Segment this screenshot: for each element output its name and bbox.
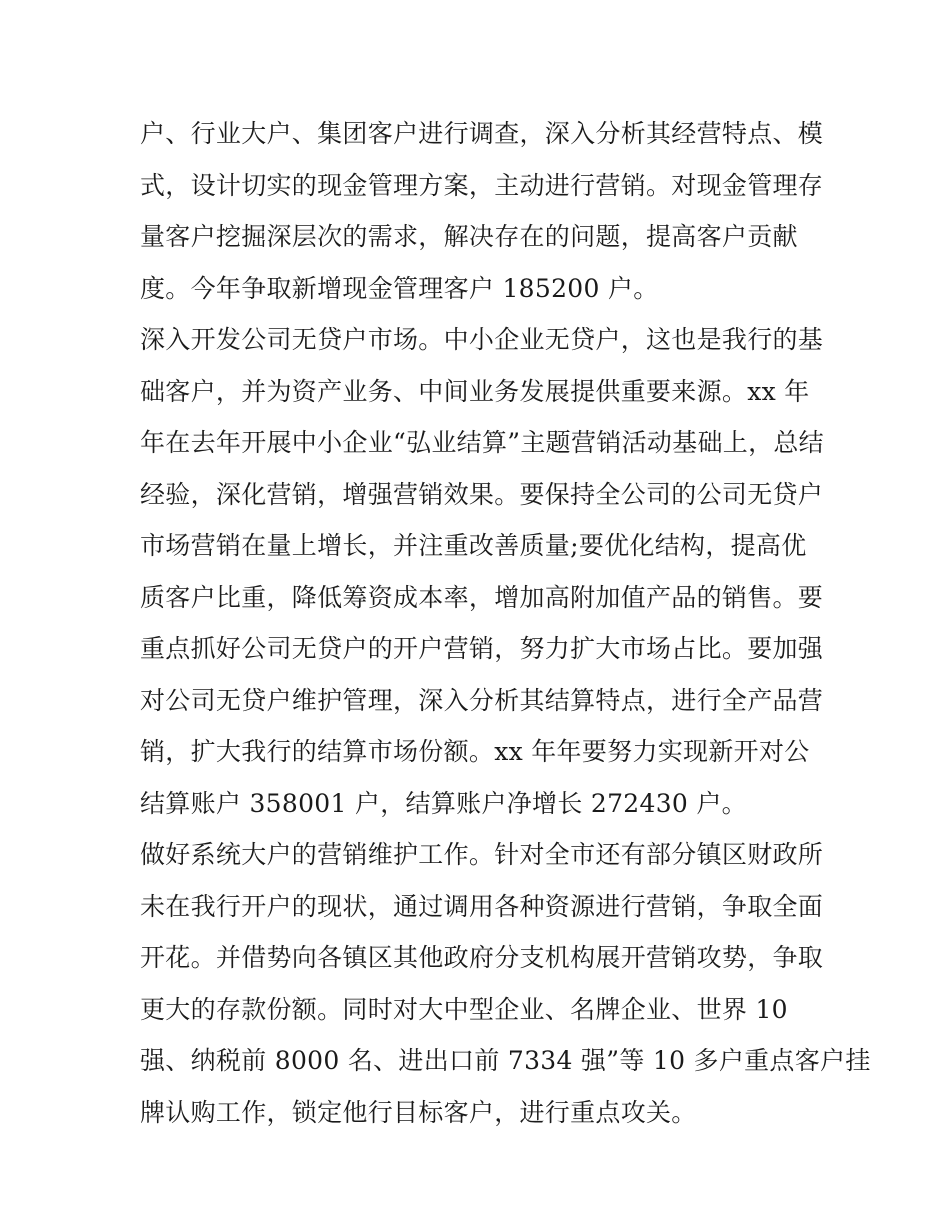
text-line: 户、行业大户、集团客户进行调查，深入分析其经营特点、模: [140, 119, 824, 148]
text-line: 结算账户 358001 户，结算账户净增长 272430 户。: [140, 788, 747, 818]
text-line: 度。今年争取新增现金管理客户 185200 户。: [140, 273, 659, 303]
text-line: 量客户挖掘深层次的需求，解决存在的问题，提高客户贡献: [140, 222, 798, 251]
text-line: 强、纳税前 8000 名、进出口前 7334 强”等 10 多户重点客户挂: [140, 1046, 871, 1075]
text-line: 经验，深化营销，增强营销效果。要保持全公司的公司无贷户: [140, 479, 824, 509]
text-line: 础客户，并为资产业务、中间业务发展提供重要来源。xx 年: [140, 376, 810, 406]
text-line: 市场营销在量上增长，并注重改善质量;要优化结构，提高优: [140, 531, 807, 560]
text-line: 重点抓好公司无贷户的开户营销，努力扩大市场占比。要加强: [140, 634, 824, 663]
text-line: 式，设计切实的现金管理方案，主动进行营销。对现金管理存: [140, 170, 824, 200]
text-line: 牌认购工作，锁定他行目标客户，进行重点攻关。: [140, 1097, 697, 1127]
body-text: [140, 108, 871, 1138]
text-line: 开花。并借势向各镇区其他政府分支机构展开营销攻势，争取: [140, 943, 824, 972]
text-line: 更大的存款份额。同时对大中型企业、名牌企业、世界 10: [140, 994, 788, 1024]
text-line: 年在去年开展中小企业“弘业结算”主题营销活动基础上，总结: [140, 428, 824, 457]
text-line: 做好系统大户的营销维护工作。针对全市还有部分镇区财政所: [140, 840, 824, 869]
text-line: 深入开发公司无贷户市场。中小企业无贷户，这也是我行的基: [140, 325, 824, 354]
text-line: 对公司无贷户维护管理，深入分析其结算特点，进行全产品营: [140, 685, 824, 715]
text-line: 质客户比重，降低筹资成本率，增加高附加值产品的销售。要: [140, 582, 824, 612]
text-line: 销，扩大我行的结算市场份额。xx 年年要努力实现新开对公: [140, 737, 810, 766]
text-line: 未在我行开户的现状，通过调用各种资源进行营销，争取全面: [140, 891, 824, 921]
